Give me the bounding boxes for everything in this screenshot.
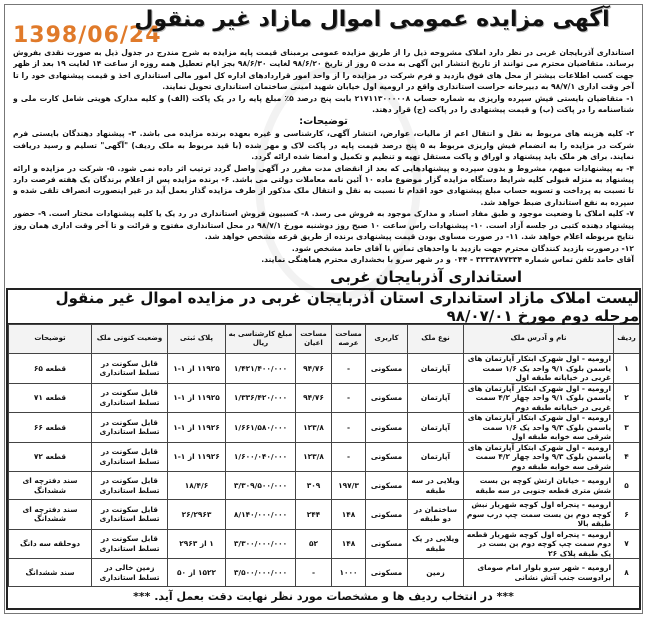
cell-price: ۳/۳۰۰/۰۰۰/۰۰۰ xyxy=(226,529,296,559)
cell-building-area: ۵۲ xyxy=(296,529,332,559)
cell-usage: مسکونی xyxy=(366,413,408,443)
cell-usage: مسکونی xyxy=(366,529,408,559)
cell-status: قابل سکونت در تسلط استانداری xyxy=(92,472,168,500)
cell-building-area: ۹۴/۷۶ xyxy=(296,383,332,413)
cell-description: سند دفترچه ای ششدانگ xyxy=(9,500,92,530)
cell-property-type: ویلایی در سه طبقه xyxy=(408,472,464,500)
cell-property-type: زمین xyxy=(408,559,464,587)
header-building-area: مساحت اعیان xyxy=(296,325,332,354)
cell-price: ۳/۳۰۹/۵۰۰/۰۰۰ xyxy=(226,472,296,500)
table-row xyxy=(9,354,640,384)
cell-description: دوحلقه سه دانگ xyxy=(9,529,92,559)
cell-plate: ۲۶/۲۹۶۳ xyxy=(168,500,226,530)
note-paragraph: ۲- کلیه هزینه های مربوط به نقل و انتقال اعم از مالیات، عوارض، انتشار آگهی، کارشناسی و غیره بعهده برنده مزایده می باشد. ۳- پیشنهاد دهندگان بایستی فرم شرکت در مزایده را به انضمام فیش واریزی مربوط به ۵ پنج درصد قیمت پایه در پاکت لاک و مهر شده (با قید مربوط به ملک ردیف) "آگهی" تسلیم و رسید دریافت نمایند. برای هر ملک باید پیشنهاد و اوراق و پاکت مستقل تهیه و تنظیم و تکمیل و امضا شده ارائه گردد. xyxy=(13,129,634,162)
cell-property-type: آپارتمان xyxy=(408,383,464,413)
cell-address: ارومیه - شهر سرو بلوار امام صومای برادوست جنب آتش نشانی xyxy=(464,559,614,587)
header-plate: پلاک ثبتی xyxy=(168,325,226,354)
notice-body xyxy=(13,47,634,275)
cell-plate: ۱۱۹۲۶ از ۱-۱ xyxy=(168,413,226,443)
cell-price: ۱/۳۳۶/۴۲۰/۰۰۰ xyxy=(226,383,296,413)
table-title: لیست املاک مازاد استانداری استان آذربایجان غربی در مزایده اموال غیر منقول مرحله دوم مورخ ۹۸/۰۷/۰۱ xyxy=(8,290,639,324)
cell-usage: مسکونی xyxy=(366,354,408,384)
note-1: ۱- متقاضیان بایستی فیش سپرده واریزی به شماره حساب ۲۱۷۱۱۳۰۰۰۰۰۸ بابت پنج درصد ۵٪ مبلغ پایه را در یک پاکت (الف) و کلیه مدارک هویتی شامل کارت ملی و شناسنامه را در پاکت (ب) و قیمت پیشنهادی را در پاکت (ج) قرار دهند. xyxy=(13,93,634,115)
note-paragraph: ۴- به پیشنهادات مبهم، مشروط و بدون سپرده و پیشنهادهایی که بعد از انقضای مدت مقرر در آگهی واصل گردد ترتیب اثر داده نمی شود. ۵- شرکت در مزایده و ارائه پیشنهاد به منزله قبولی کلیه شرایط دستگاه مزایده گزار موضوع ماده ۱۰ آئین نامه معاملات دولتی می باشد. ۶- برنده مزایده پس از اعلام برندگان یک هفته فرصت دارد تا نسبت به پرداخت و تسویه حساب مبلغ پیشنهادی خود اقدام تا نسبت به نقل و انتقال ملک مذکور از طرف مزایده گذار بعمل آید در غیر اینصورت انصراف تلقی شده و سپرده به نفع استانداری ضبط خواهد شد. xyxy=(13,163,634,207)
header-price: مبلغ کارشناسی به ریال xyxy=(226,325,296,354)
cell-status: زمین خالی در تسلط استانداری xyxy=(92,559,168,587)
cell-address: ارومیه - اول شهرک ابتکار آپارتمان های یاسمن بلوک ۹/۳ واحد یک ۱/۶ سمت شرقی سه خوابه طبقه اول xyxy=(464,413,614,443)
cell-land-area: - xyxy=(332,354,366,384)
note-paragraph: ۷- کلیه املاک با وضعیت موجود و طبق مفاد اسناد و مدارک موجود به فروش می رسد. ۸- کسبیون فروش استانداری در رد یک یا کلیه پیشنهادات مختار است. ۹- حضور پیشنهاد دهنده کتبی در جلسه آزاد است. ۱۰- پیشنهادات راس ساعت ۱۰ صبح روز دوشنبه مورخ ۹۸/۷/۱ در محل استانداری مفتوح و قرائت و تا آخر وقت اداری همان روز نتایج مربوطه اعلام خواهد شد. ۱۱- در صورت مساوی بودن قیمت پیشنهادی برنده از طریق قرعه مشخص خواهد شد. xyxy=(13,209,634,242)
cell-price: ۱/۴۲۱/۴۰۰/۰۰۰ xyxy=(226,354,296,384)
cell-address: ارومیه - پنجراه اول کوچه شهریار نبش کوچه دوم بن بست سمت چپ درب سوم طبقه بالا xyxy=(464,500,614,530)
cell-building-area: ۱۲۳/۸ xyxy=(296,442,332,472)
cell-building-area: ۲۴۴ xyxy=(296,500,332,530)
cell-plate: ۱۸/۴/۶ xyxy=(168,472,226,500)
cell-property-type: ساختمان در دو طبقه xyxy=(408,500,464,530)
header-usage: کاربری xyxy=(366,325,408,354)
note-paragraph: ۱۲- درصورت بازدید کنندگان محترم جهت بازدید با واحدهای تماس با آقای حامد مشخص شود. xyxy=(291,243,634,253)
cell-land-area: ۱۰۰۰ xyxy=(332,559,366,587)
property-list-table xyxy=(6,288,641,610)
cell-price: ۱/۶۰۰/۰۴۰/۰۰۰ xyxy=(226,442,296,472)
cell-usage: مسکونی xyxy=(366,442,408,472)
signer-name: استانداری آذربایجان غربی xyxy=(330,268,522,286)
date-stamp: 1398/06/24 xyxy=(13,23,162,48)
cell-row-number: ۲ xyxy=(614,383,640,413)
cell-row-number: ۵ xyxy=(614,472,640,500)
cell-plate: ۱ از ۲۹۶۳ xyxy=(168,529,226,559)
cell-status: قابل سکونت در تسلط استانداری xyxy=(92,354,168,384)
table-row xyxy=(9,500,640,530)
cell-row-number: ۶ xyxy=(614,500,640,530)
cell-plate: ۱۱۹۲۵ از ۱-۱ xyxy=(168,383,226,413)
cell-usage: مسکونی xyxy=(366,559,408,587)
cell-description: سند ششدانگ xyxy=(9,559,92,587)
cell-property-type: آپارتمان xyxy=(408,354,464,384)
header-row-number: ردیف xyxy=(614,325,640,354)
header-land-area: مساحت عرصه xyxy=(332,325,366,354)
contact-line: آقای حامد تلفن تماس شماره ۳۳۳۳۸۷۷۳۳۴ - ۰۴۴ و در شهر سرو با بخشداری محترم هماهنگی نمایند. xyxy=(261,254,634,264)
cell-land-area: ۱۹۷/۳ xyxy=(332,472,366,500)
cell-property-type: ویلایی در یک طبقه xyxy=(408,529,464,559)
cell-address: ارومیه - اول شهرک ابتکار آپارتمان های یاسمن بلوک ۹/۳ واحد چهار ۴/۲ سمت شرقی سه خوابه طبقه دوم xyxy=(464,442,614,472)
cell-row-number: ۴ xyxy=(614,442,640,472)
table-row xyxy=(9,559,640,587)
cell-description: قطعه ۶۵ xyxy=(9,354,92,384)
cell-plate: ۱۱۹۲۶ از ۱-۱ xyxy=(168,442,226,472)
table-row xyxy=(9,529,640,559)
intro-paragraph: استانداری آذربایجان غربی در نظر دارد املاک مشروحه ذیل را از طریق مزایده عمومی برمبنای قیمت پایه مزایده به شرح مندرج در جدول ذیل به صورت نقدی بفروش برساند. متقاضیان محترم می توانند از تاریخ انتشار این آگهی به مدت ۵ روز از تاریخ ۹۸/۶/۲۰ لغایت ۹۸/۶/۳۰ بجز ایام تعطیل همه روزه از ساعت ۱۴ لغایت ۱۹ بعد از ظهر جهت کسب اطلاعات بیشتر از محل های فوق بازدید و فرم شرکت در مزایده را از واحد امور قراردادهای اداره کل امور مالی استانداری اخذ و قیمت پیشنهادی خود را تا آخر وقت اداری ۹۸/۷/۱ به دبیرخانه حراست استانداری واقع در ارومیه اول خیابان شهید امینی ساختمان استانداری تحویل نمایند. xyxy=(13,48,634,92)
cell-property-type: آپارتمان xyxy=(408,442,464,472)
cell-status: قابل سکونت در تسلط استانداری xyxy=(92,529,168,559)
footer-note: *** در انتخاب ردیف ها و مشخصات مورد نظر نهایت دقت بعمل آید. *** xyxy=(133,590,514,603)
cell-property-type: آپارتمان xyxy=(408,413,464,443)
cell-row-number: ۸ xyxy=(614,559,640,587)
cell-status: قابل سکونت در تسلط استانداری xyxy=(92,413,168,443)
cell-usage: مسکونی xyxy=(366,383,408,413)
property-table xyxy=(8,324,640,587)
cell-price: ۱/۶۶۱/۵۸۰/۰۰۰ xyxy=(226,413,296,443)
notes-heading: توضیحات: xyxy=(299,116,348,128)
cell-description: قطعه ۶۶ xyxy=(9,413,92,443)
cell-description: قطعه ۷۲ xyxy=(9,442,92,472)
cell-address: ارومیه - اول شهرک ابتکار آپارتمان های یاسمن بلوک ۹/۱ واحد چهار ۴/۲ سمت غربی در خیابانه طبقه دوم xyxy=(464,383,614,413)
cell-row-number: ۱ xyxy=(614,354,640,384)
cell-land-area: - xyxy=(332,383,366,413)
cell-building-area: ۳۰۹ xyxy=(296,472,332,500)
cell-usage: مسکونی xyxy=(366,472,408,500)
cell-status: قابل سکونت در تسلط استانداری xyxy=(92,500,168,530)
header-description: توضیحات xyxy=(9,325,92,354)
cell-building-area: ۱۲۳/۸ xyxy=(296,413,332,443)
cell-plate: ۱۱۹۲۵ از ۱-۱ xyxy=(168,354,226,384)
cell-row-number: ۳ xyxy=(614,413,640,443)
table-row xyxy=(9,383,640,413)
cell-description: سند دفترچه ای ششدانگ xyxy=(9,472,92,500)
header-status: وضعیت کنونی ملک xyxy=(92,325,168,354)
cell-address: ارومیه - اول شهرک ابتکار آپارتمان های یاسمن بلوک ۹/۱ واحد یک ۱/۶ سمت غربی در خیابانه طبقه اول xyxy=(464,354,614,384)
table-header-row xyxy=(9,325,640,354)
cell-status: قابل سکونت در تسلط استانداری xyxy=(92,383,168,413)
cell-usage: مسکونی xyxy=(366,500,408,530)
header-address: نام و آدرس ملک xyxy=(464,325,614,354)
table-row xyxy=(9,413,640,443)
cell-plate: ۱۵۲۲ از ۵۰ xyxy=(168,559,226,587)
cell-price: ۸/۱۴۰/۰۰۰/۰۰۰ xyxy=(226,500,296,530)
cell-address: ارومیه - پنجراه اول کوچه شهریار قطعه دوم سمت چپ کوچه دوم بن بست در یک طبقه پلاک ۲۶ xyxy=(464,529,614,559)
header-property-type: نوع ملک xyxy=(408,325,464,354)
cell-status: قابل سکونت در تسلط استانداری xyxy=(92,442,168,472)
table-row xyxy=(9,472,640,500)
cell-description: قطعه ۷۱ xyxy=(9,383,92,413)
cell-building-area: ۹۴/۷۶ xyxy=(296,354,332,384)
cell-building-area: - xyxy=(296,559,332,587)
cell-land-area: ۱۴۸ xyxy=(332,529,366,559)
cell-land-area: - xyxy=(332,442,366,472)
cell-land-area: - xyxy=(332,413,366,443)
notice-title: آگهی مزایده عمومی اموال مازاد غیر منقول xyxy=(134,7,610,32)
cell-land-area: ۱۴۸ xyxy=(332,500,366,530)
cell-address: ارومیه - خیابان ارتش کوچه بن بست شش متری قطعه جنوبی در سه طبقه xyxy=(464,472,614,500)
cell-price: ۳/۵۰۰/۰۰۰/۰۰۰ xyxy=(226,559,296,587)
table-row xyxy=(9,442,640,472)
cell-row-number: ۷ xyxy=(614,529,640,559)
